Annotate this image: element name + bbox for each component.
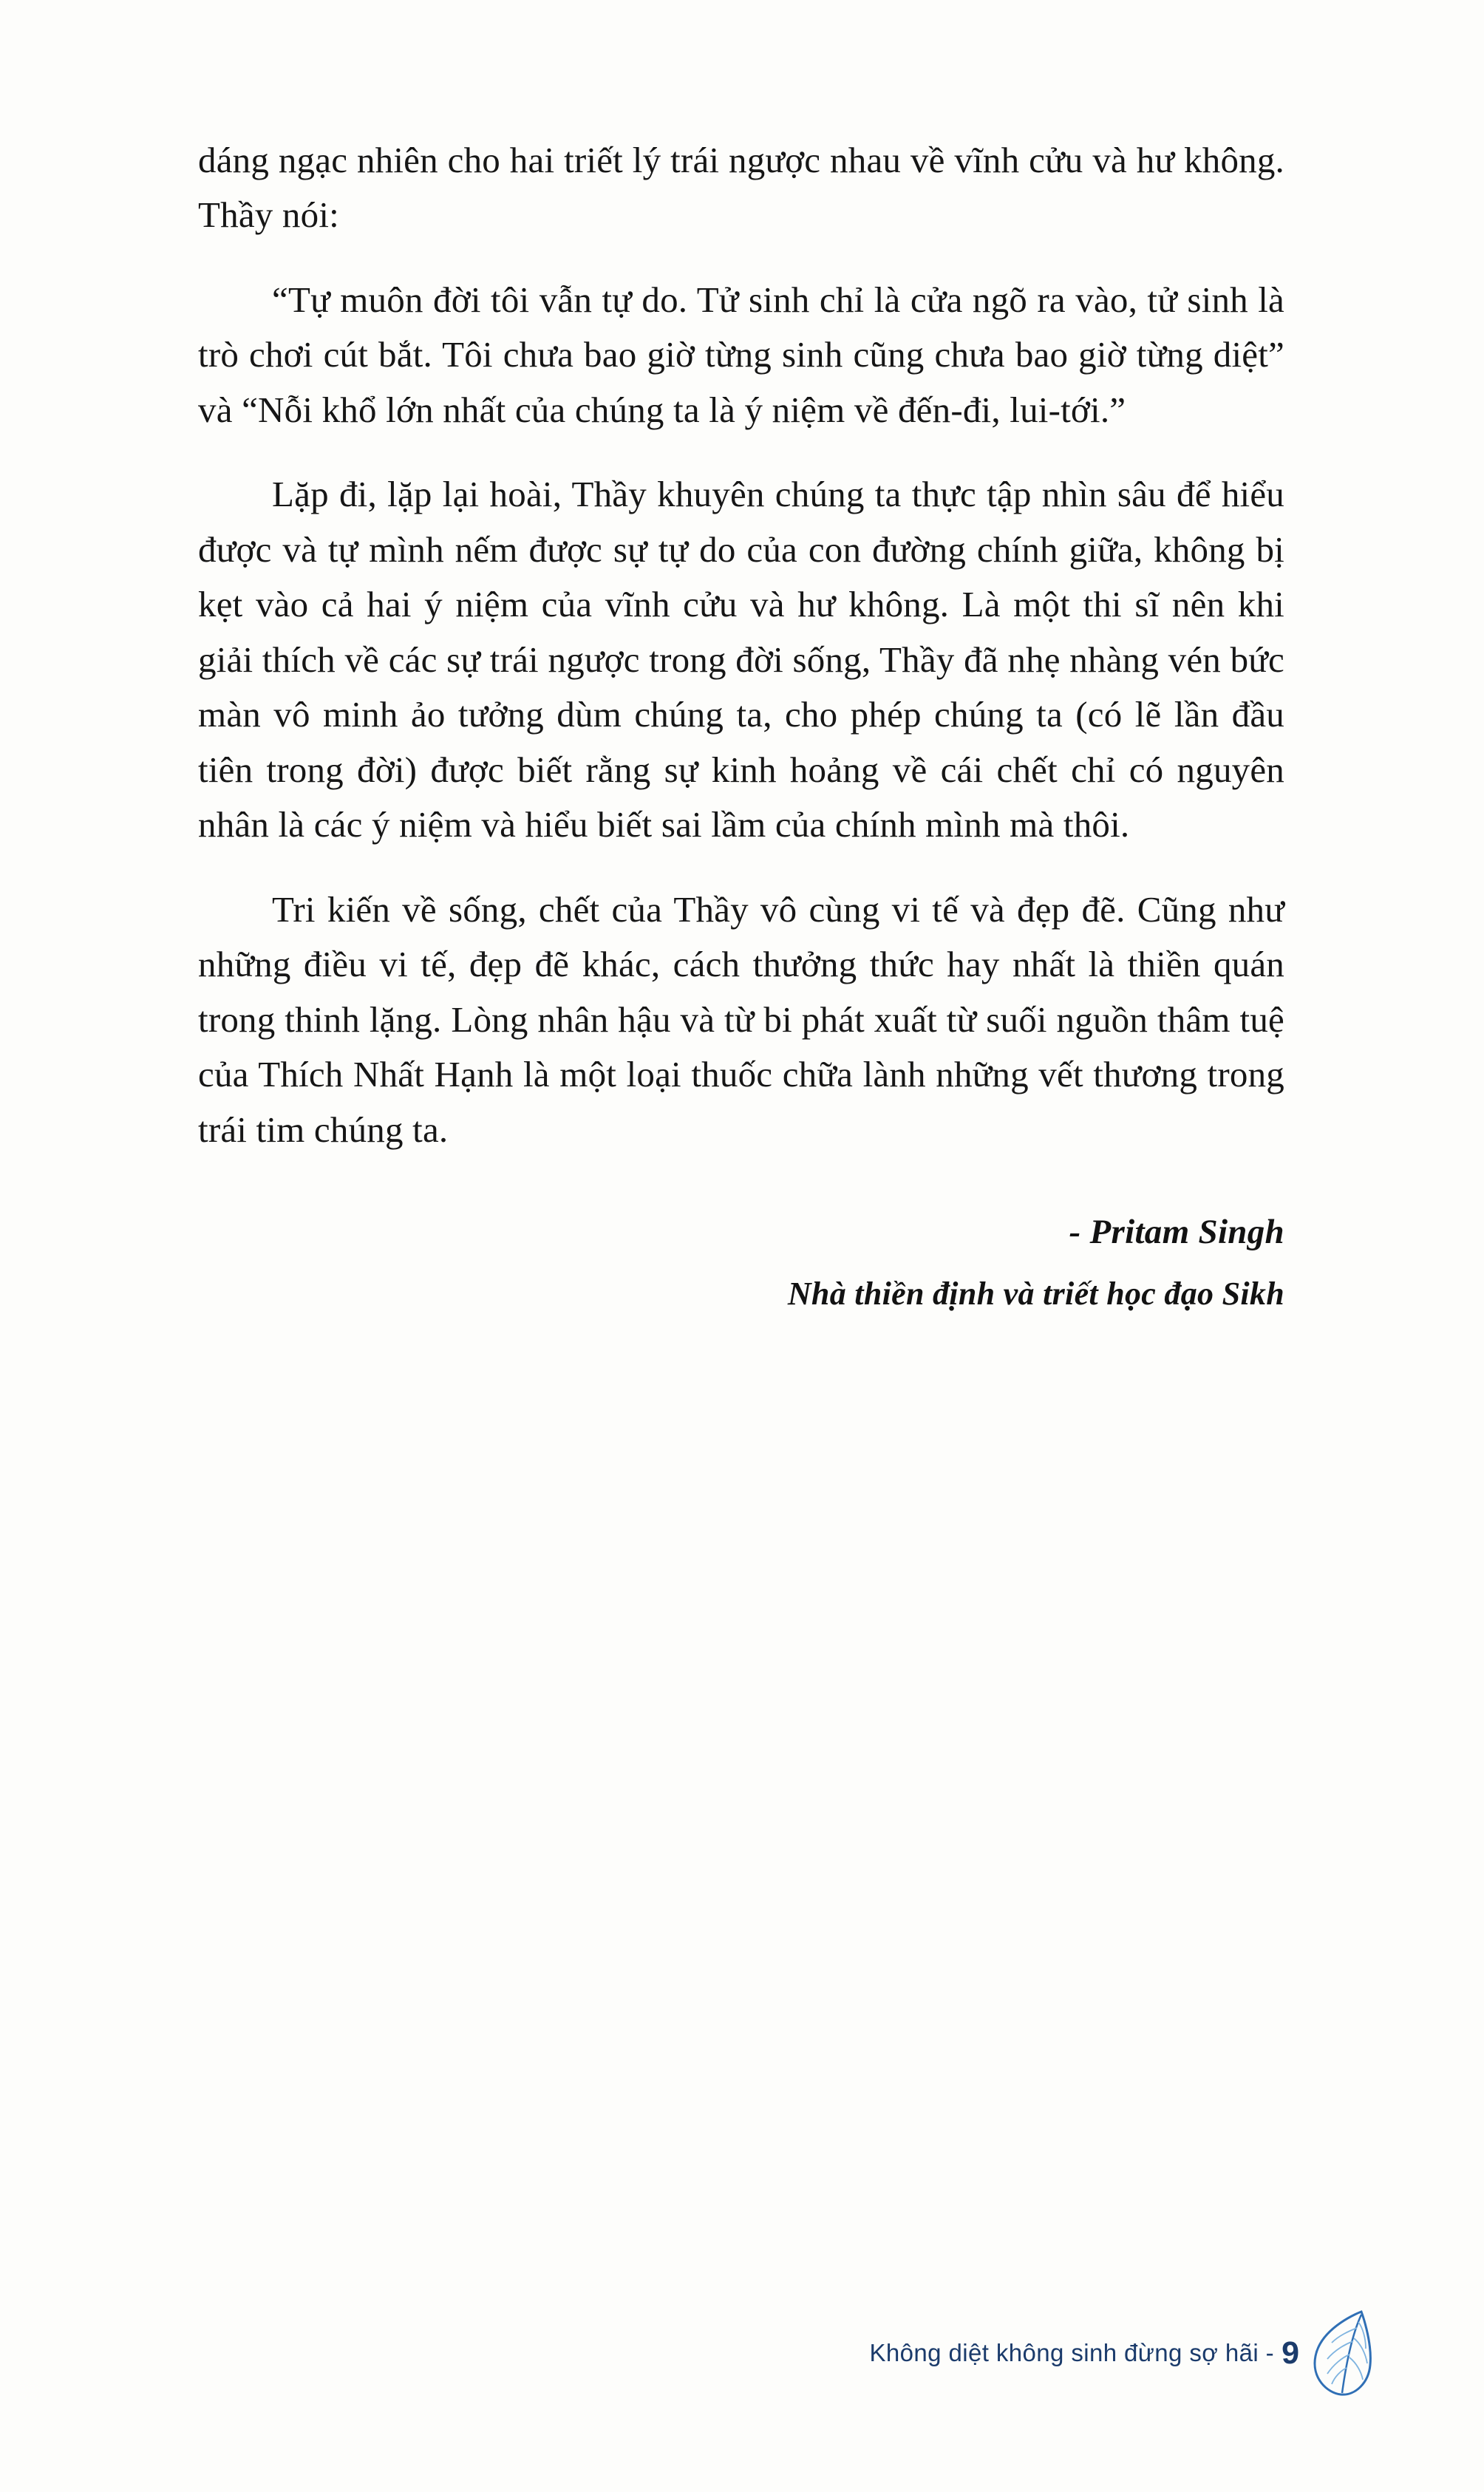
paragraph: dáng ngạc nhiên cho hai triết lý trái ngược nhau về vĩnh cửu và hư không. Thầy nói: [198,140,1284,236]
leaf-icon [1310,2309,1373,2397]
attribution-role: Nhà thiền định và triết học đạo Sikh [787,1276,1284,1313]
footer-book-title: Không diệt không sinh đừng sợ hãi - [869,2339,1275,2366]
paragraph: Tri kiến về sống, chết của Thầy vô cùng vi tế và đẹp đẽ. Cũng như những điều vi tế, đẹp đẽ khác, cách thưởng thức hay nhất là thiền quán trong thinh lặng. Lòng nhân hậu và từ bi phát xuất từ suối nguồn thâm tuệ của Thích Nhất Hạnh là một loại thuốc chữa lành những vết thương trong trái tim chúng ta. [198,888,1284,1150]
footer-page-number: 9 [1282,2335,1299,2371]
paragraph: Lặp đi, lặp lại hoài, Thầy khuyên chúng ta thực tập nhìn sâu để hiểu được và tự mình nếm được sự tự do của con đường chính giữa, không bị kẹt vào cả hai ý niệm của vĩnh cửu và hư không. Là một thi sĩ nên khi giải thích về các sự trái ngược trong đời sống, Thầy đã nhẹ nhàng vén bức màn vô minh ảo tưởng dùm chúng ta, cho phép chúng ta (có lẽ lần đầu tiên trong đời) được biết rằng sự kinh hoảng về cái chết chỉ có nguyên nhân là các ý niệm và hiểu biết sai lầm của chính mình mà thôi. [198,474,1284,845]
attribution [198,1206,1284,1319]
paragraph: “Tự muôn đời tôi vẫn tự do. Tử sinh chỉ là cửa ngõ ra vào, tử sinh là trò chơi cút bắt. Tôi chưa bao giờ từng sinh cũng chưa bao giờ từng diệt” và “Nỗi khổ lớn nhất của chúng ta là ý niệm về đến-đi, lui-tới.” [198,279,1284,430]
page-footer [870,2309,1374,2397]
page-content [198,133,1284,1318]
attribution-name: - Pritam Singh [1069,1212,1284,1251]
